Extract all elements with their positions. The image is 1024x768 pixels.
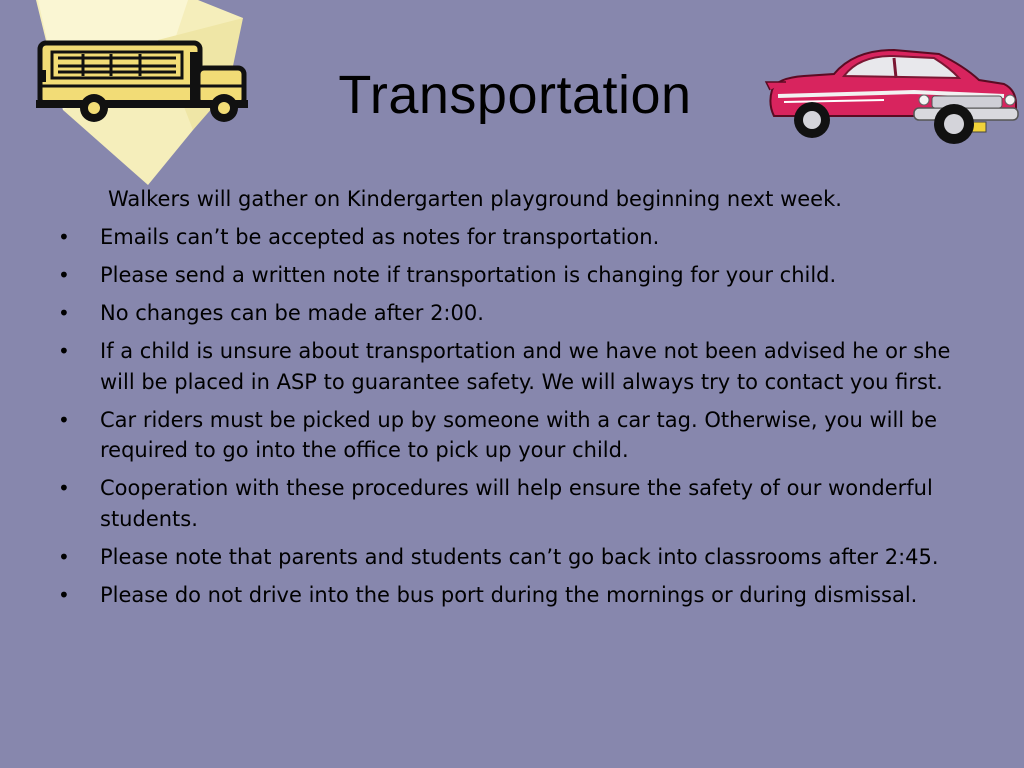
list-item bbox=[58, 260, 968, 291]
bullet-icon: • bbox=[58, 407, 70, 432]
bullet-icon: • bbox=[58, 582, 70, 607]
slide-title: Transportation bbox=[338, 65, 692, 125]
bullet-text: No changes can be made after 2:00. bbox=[100, 301, 484, 325]
bullet-text: Emails can’t be accepted as notes for transportation. bbox=[100, 225, 660, 249]
school-bus-icon bbox=[28, 0, 268, 190]
list-item bbox=[58, 336, 968, 397]
intro-text: Walkers will gather on Kindergarten playground beginning next week. bbox=[108, 187, 842, 211]
list-item bbox=[58, 298, 968, 329]
bullet-text: If a child is unsure about transportation and we have not been advised he or she will be placed in ASP to guarantee safety. We will always try to contact you first. bbox=[100, 339, 951, 394]
list-item bbox=[58, 405, 968, 466]
bullet-text: Please do not drive into the bus port during the mornings or during dismissal. bbox=[100, 582, 918, 607]
bullet-text: Car riders must be picked up by someone with a car tag. Otherwise, you will be required to go into the office to pick up your child. bbox=[100, 407, 938, 462]
bullet-icon: • bbox=[58, 301, 70, 325]
bullet-icon: • bbox=[58, 225, 70, 249]
red-classic-car-icon bbox=[764, 38, 1020, 150]
bullet-icon: • bbox=[58, 339, 70, 363]
bullet-icon: • bbox=[58, 476, 70, 500]
bullet-text: Please note that parents and students can’t go back into classrooms after 2:45. bbox=[100, 544, 939, 569]
bullet-text: Please send a written note if transportation is changing for your child. bbox=[100, 263, 837, 287]
list-item bbox=[58, 542, 968, 573]
bullet-icon: • bbox=[58, 263, 70, 287]
list-item bbox=[58, 222, 968, 253]
bullet-text: Cooperation with these procedures will help ensure the safety of our wonderful students. bbox=[100, 476, 933, 531]
bullet-icon: • bbox=[58, 544, 70, 569]
list-item bbox=[58, 580, 968, 611]
bullet-list bbox=[58, 222, 968, 618]
list-item bbox=[58, 473, 968, 534]
